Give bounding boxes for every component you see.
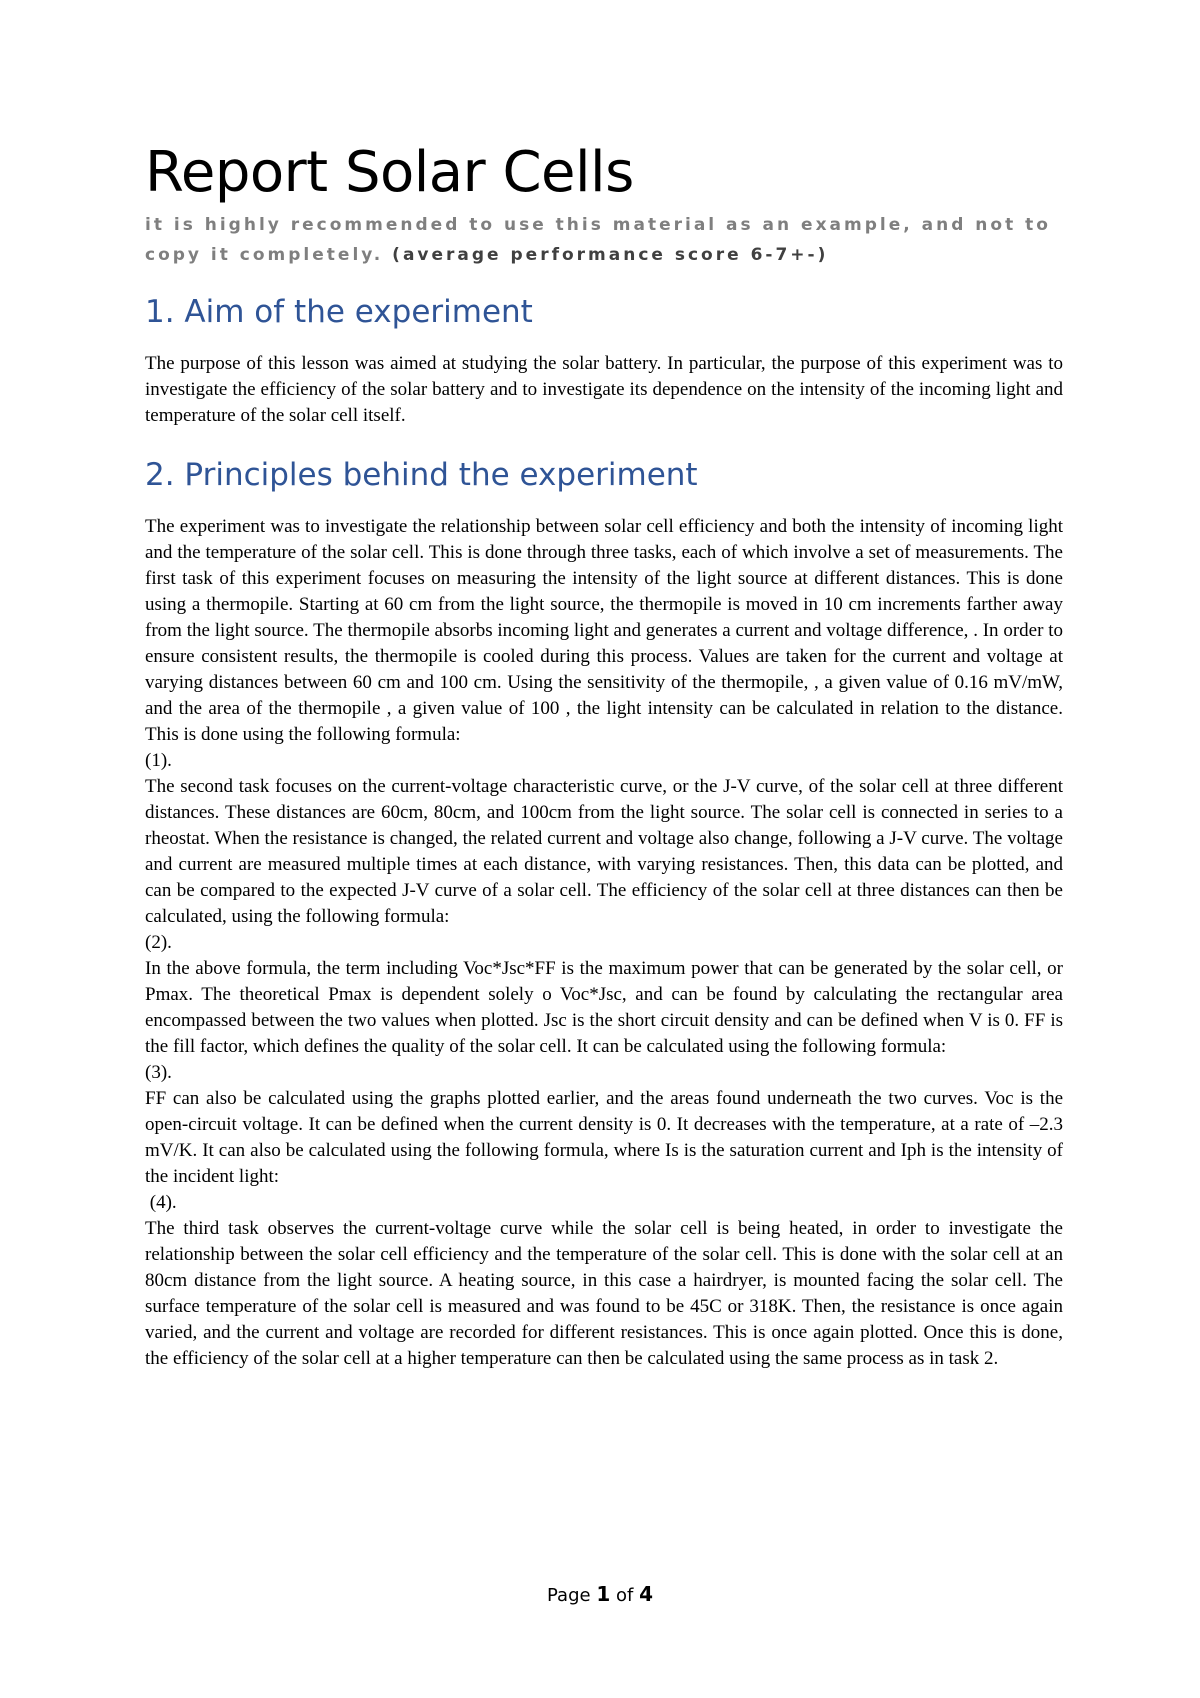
formula-ref-2: (2). [145, 932, 172, 953]
document-title: Report Solar Cells [145, 140, 634, 205]
formula-ref-4: (4). [145, 1192, 177, 1213]
section-heading-aim: 1. Aim of the experiment [145, 294, 533, 330]
principles-paragraph-task2: The second task focuses on the current-voltage characteristic curve, or the J-V curve, of the solar cell at three different distances. These distances are 60cm, 80cm, and 100cm from the light source. The solar cell is connected in series to a rheostat. When the resistance is changed, the related current and voltage also change, following a J-V curve. The voltage and current are measured multiple times at each distance, with varying resistances. Then, this data can be plotted, and can be compared to the expected J-V curve of a solar cell. The efficiency of the solar cell at three distances can then be calculated, using the following formula: [145, 776, 1063, 927]
formula-ref-1: (1). [145, 750, 172, 771]
principles-paragraph-voc: FF can also be calculated using the graphs plotted earlier, and the areas found underneath the two curves. Voc is the open-circuit voltage. It can be defined when the current density is 0. It decreases with the temperature, at a rate of –2.3 mV/K. It can also be calculated using the following formula, where Is is the saturation current and Iph is the intensity of the incident light: [145, 1088, 1063, 1187]
aim-paragraph: The purpose of this lesson was aimed at studying the solar battery. In particular, the purpose of this experiment was to investigate the efficiency of the solar battery and to investigate its dependence on the intensity of the incoming light and temperature of the solar cell itself. [145, 353, 1063, 426]
footer-page-number: 1 [596, 1582, 611, 1606]
subtitle-score: (average performance score 6-7+-) [383, 245, 829, 265]
document-page [145, 140, 1063, 1372]
footer-total-pages: 4 [639, 1582, 653, 1606]
principles-paragraph-task3: The third task observes the current-voltage curve while the solar cell is being heated, in order to investigate the relationship between the solar cell efficiency and the temperature of the solar cell. This is done with the solar cell at an 80cm distance from the light source. A heating source, in this case a hairdryer, is mounted facing the solar cell. The surface temperature of the solar cell is measured and was found to be 45C or 318K. Then, the resistance is once again varied, and the current and voltage are recorded for different resistances. This is once again plotted. Once this is done, the efficiency of the solar cell at a higher temperature can then be calculated using the same process as in task 2. [145, 1218, 1063, 1369]
principles-paragraph-task1: The experiment was to investigate the relationship between solar cell efficiency and both the intensity of incoming light and the temperature of the solar cell. This is done through three tasks, each of which involve a set of measurements. The first task of this experiment focuses on measuring the intensity of the light source at different distances. This is done using a thermopile. Starting at 60 cm from the light source, the thermopile is moved in 10 cm increments farther away from the light source. The thermopile absorbs incoming light and generates a current and voltage difference, . In order to ensure consistent results, the thermopile is cooled during this process. Values are taken for the current and voltage at varying distances between 60 cm and 100 cm. Using the sensitivity of the thermopile, , a given value of 0.16 mV/mW, and the area of the thermopile , a given value of 100 , the light intensity can be calculated in relation to the distance. This is done using the following formula: [145, 516, 1063, 745]
document-subtitle [145, 210, 1063, 270]
footer-of-word: of [615, 1585, 634, 1606]
page-footer [0, 1582, 1200, 1606]
principles-body [145, 514, 1063, 1372]
subtitle-note: it is highly recommended to use this material as an example, and not to copy it completely. [145, 215, 1051, 265]
principles-paragraph-pmax: In the above formula, the term including Voc*Jsc*FF is the maximum power that can be generated by the solar cell, or Pmax. The theoretical Pmax is dependent solely o Voc*Jsc, and can be found by calculating the rectangular area encompassed between the two values when plotted. Jsc is the short circuit density and can be defined when V is 0. FF is the fill factor, which defines the quality of the solar cell. It can be calculated using the following formula: [145, 958, 1063, 1057]
formula-ref-3: (3). [145, 1062, 172, 1083]
section-heading-principles: 2. Principles behind the experiment [145, 457, 698, 493]
footer-page-word: Page [547, 1585, 591, 1606]
